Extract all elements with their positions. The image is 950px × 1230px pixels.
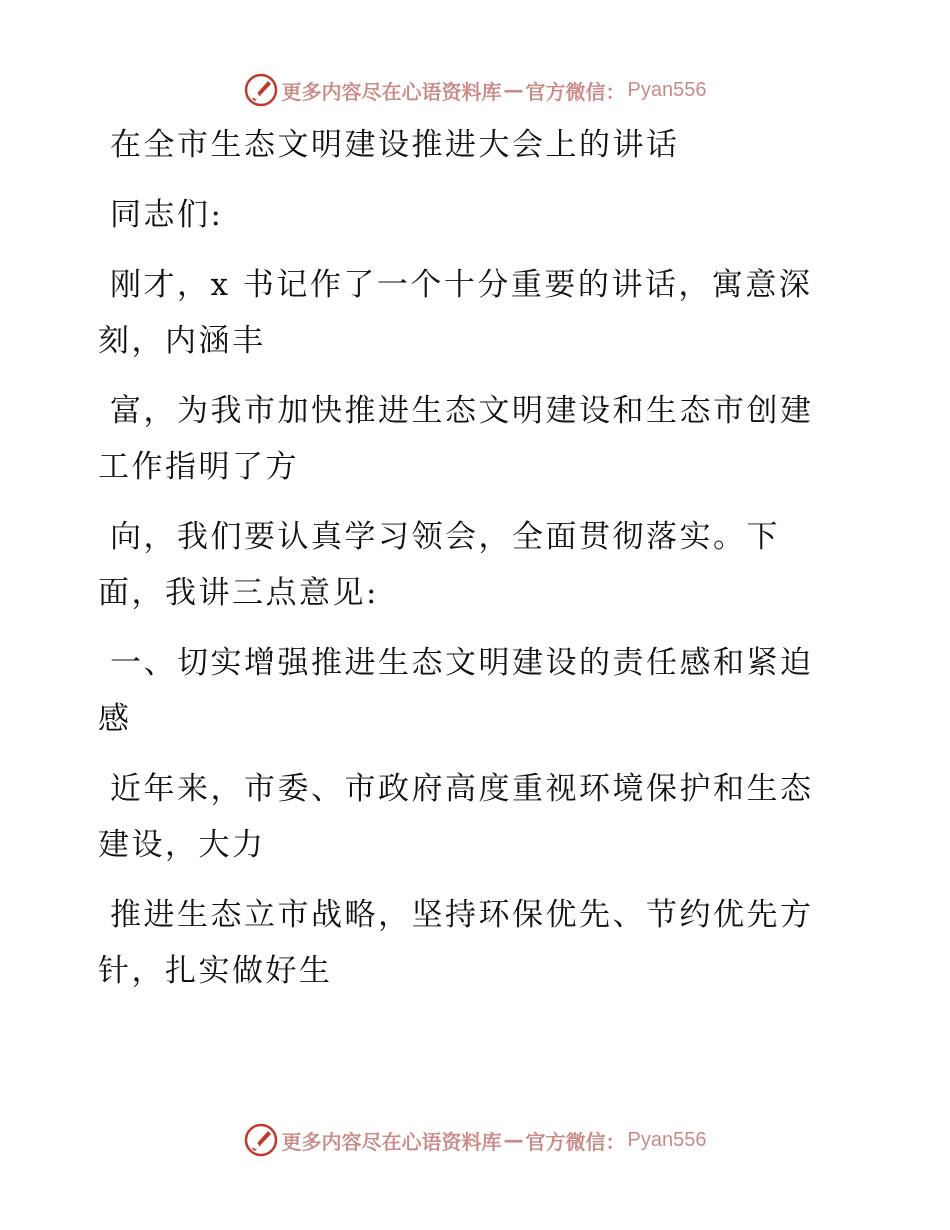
watermark-dash: — (503, 78, 524, 102)
text-line: 面，我讲三点意见: (98, 575, 379, 611)
quill-logo-icon (244, 73, 278, 107)
watermark-header (0, 70, 950, 110)
text-line: 针，扎实做好生 (98, 953, 333, 989)
text-line: 感 (98, 701, 132, 737)
watermark-label: 官方微信： (525, 79, 626, 104)
text-line: 向，我们要认真学习领会，全面贯彻落实。下 (110, 519, 780, 555)
document-body (98, 122, 838, 994)
watermark-id: Pyan556 (627, 1128, 707, 1151)
watermark-dash: — (503, 1128, 524, 1152)
text-line: 同志们: (110, 197, 224, 233)
document-title: 在全市生态文明建设推进大会上的讲话 (110, 127, 680, 163)
text-line: 近年来，市委、市政府高度重视环境保护和生态 (110, 771, 814, 807)
text-line: 建设，大力 (98, 827, 266, 863)
watermark-text: 更多内容尽在心语资料库 (281, 1129, 502, 1154)
text-line: 富，为我市加快推进生态文明建设和生态市创建 (110, 393, 814, 429)
quill-logo-icon (244, 1123, 278, 1157)
watermark-text: 更多内容尽在心语资料库 (281, 79, 502, 104)
watermark-id: Pyan556 (627, 78, 707, 101)
text-line: 推进生态立市战略，坚持环保优先、节约优先方 (110, 897, 814, 933)
watermark-label: 官方微信： (525, 1129, 626, 1154)
text-line: 一、切实增强推进生态文明建设的责任感和紧迫 (110, 645, 814, 681)
text-line: 刻，内涵丰 (98, 323, 266, 359)
text-line: 工作指明了方 (98, 449, 299, 485)
text-line: 刚才，x 书记作了一个十分重要的讲话，寓意深 (110, 267, 813, 303)
watermark-footer (0, 1120, 950, 1160)
